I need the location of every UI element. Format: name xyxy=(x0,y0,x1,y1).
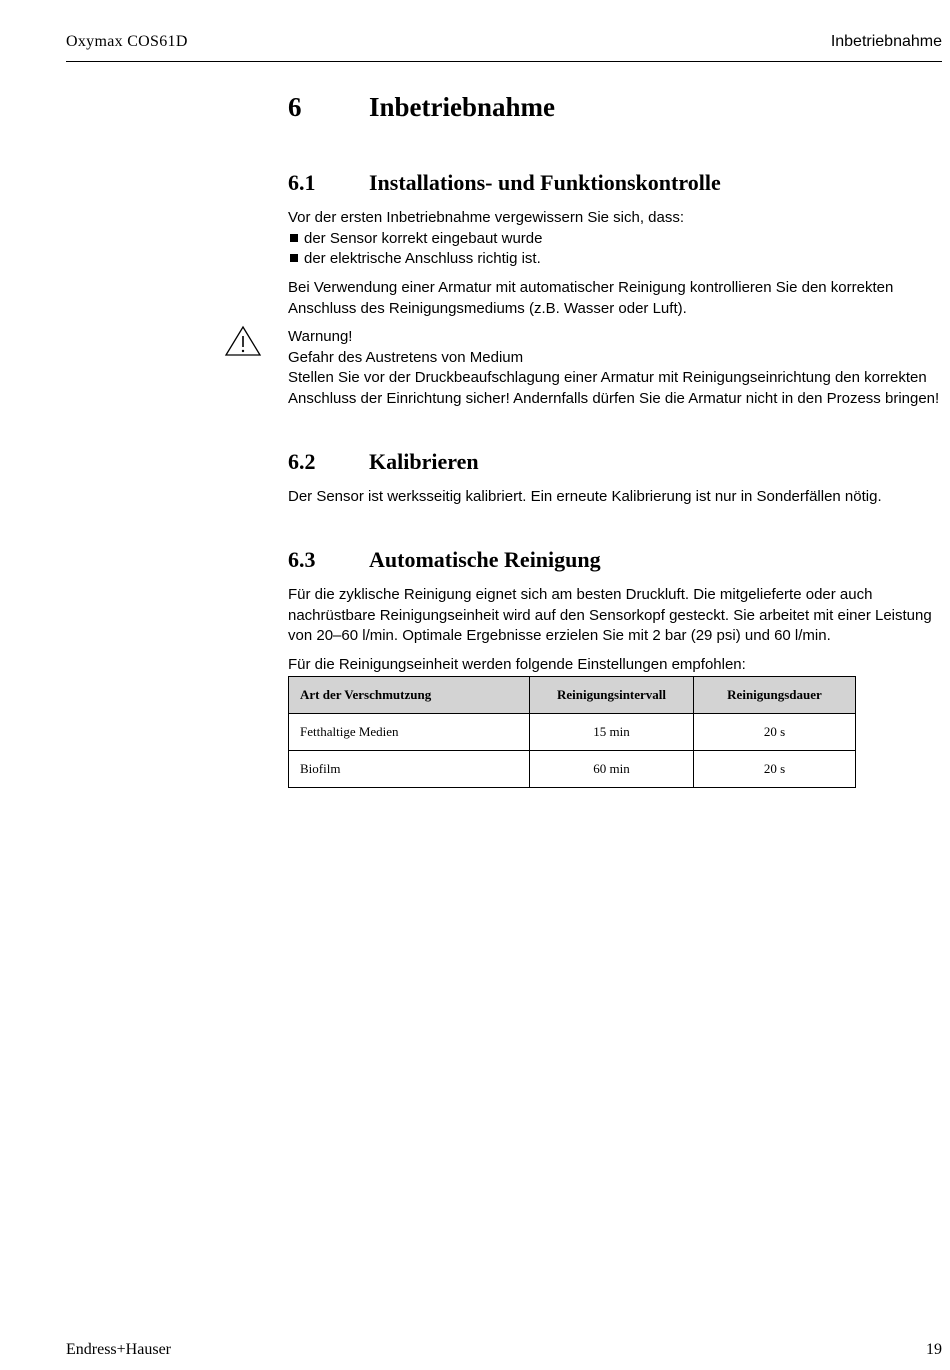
intro-text: Vor der ersten Inbetriebnahme vergewissern Sie sich, dass: xyxy=(288,209,685,226)
section-6-3-title xyxy=(288,547,601,573)
section-title-text: Automatische Reinigung xyxy=(369,547,601,572)
warning-title: Warnung! xyxy=(288,328,353,345)
section-title-text: Kalibrieren xyxy=(369,449,479,474)
warning-subtitle: Gefahr des Austretens von Medium xyxy=(288,348,524,366)
chapter-number: 6 xyxy=(288,92,302,122)
list-item xyxy=(288,249,944,270)
section-6-2-paragraph: Der Sensor ist werksseitig kalibriert. Ein erneute Kalibrierung ist nur in Sonderfällen nötig. xyxy=(288,488,882,505)
column-header: Reinigungsdauer xyxy=(694,677,856,714)
table-intro: Für die Reinigungseinheit werden folgende Einstellungen empfohlen: xyxy=(288,656,746,673)
table-cell: Fetthaltige Medien xyxy=(289,714,530,751)
section-6-1-paragraph: Bei Verwendung einer Armatur mit automatischer Reinigung kontrollieren Sie den korrekten Anschluss des Reinigungsmediums (z.B. Wasser oder Luft). xyxy=(288,279,894,317)
table-cell: 20 s xyxy=(694,751,856,788)
table-row xyxy=(289,714,856,751)
column-header: Art der Verschmutzung xyxy=(289,677,530,714)
warning-block xyxy=(288,327,944,409)
section-6-1-title xyxy=(288,170,721,196)
list-item-text: der Sensor korrekt eingebaut wurde xyxy=(304,229,543,247)
warning-text: Stellen Sie vor der Druckbeaufschlagung einer Armatur mit Reinigungseinrichtung den korrekten Anschluss der Einrichtung sicher! Andernfalls dürfen Sie die Armatur nicht in den Prozess bringen! xyxy=(288,369,940,407)
list-item-text: der elektrische Anschluss richtig ist. xyxy=(304,250,541,267)
page-number: 19 xyxy=(926,1341,942,1358)
section-6-1-intro-block xyxy=(288,208,944,270)
bullet-icon xyxy=(290,254,298,262)
header-section: Inbetriebnahme xyxy=(830,33,942,50)
chapter-title xyxy=(288,92,555,123)
table-cell: 20 s xyxy=(694,714,856,751)
section-number: 6.1 xyxy=(288,170,316,195)
section-6-2-title xyxy=(288,449,479,475)
bullet-icon xyxy=(290,234,298,242)
header-product: Oxymax COS61D xyxy=(66,33,188,50)
warning-triangle-icon xyxy=(224,325,262,357)
section-number: 6.2 xyxy=(288,449,316,474)
table-cell: 15 min xyxy=(530,714,694,751)
table-row xyxy=(289,751,856,788)
column-header: Reinigungsintervall xyxy=(530,677,694,714)
table-header-row xyxy=(289,677,856,714)
section-6-3-paragraph: Für die zyklische Reinigung eignet sich am besten Druckluft. Die mitgelieferte oder auch nachrüstbare Reinigungseinheit wird auf den Sensorkopf gesteckt. Sie arbeitet mit einer Leistung von 20–60 l/min. Optimale Ergebnisse erzielen Sie mit 2 bar (29 psi) und 60 l/min. xyxy=(288,586,932,644)
page-header xyxy=(66,33,942,62)
cleaning-settings-table xyxy=(288,676,856,788)
chapter-title-text: Inbetriebnahme xyxy=(369,92,556,122)
list-item xyxy=(288,229,944,250)
table-cell: 60 min xyxy=(530,751,694,788)
table-cell: Biofilm xyxy=(289,751,530,788)
footer-brand: Endress+Hauser xyxy=(66,1341,171,1358)
section-title-text: Installations- und Funktionskontrolle xyxy=(369,170,721,195)
section-number: 6.3 xyxy=(288,547,316,572)
